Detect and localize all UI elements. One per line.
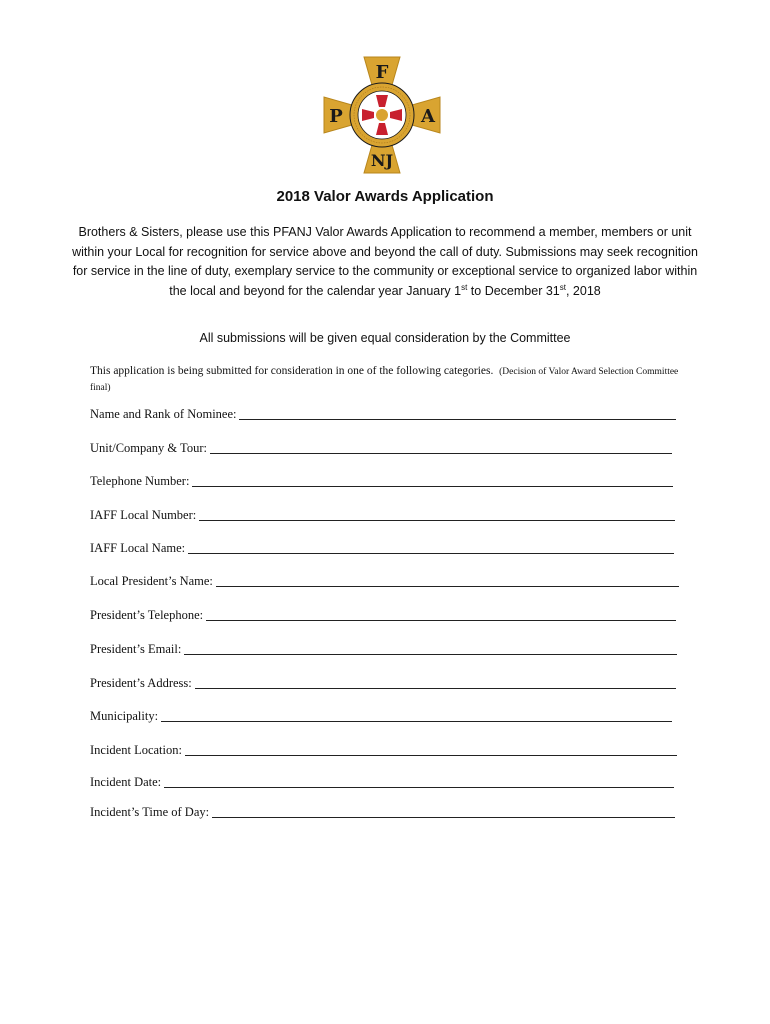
incident-time-of-day-field[interactable]: Incident’s Time of Day: — [90, 802, 675, 820]
president-address-field[interactable]: President’s Address: — [90, 673, 676, 691]
municipality-field[interactable]: Municipality: — [90, 706, 672, 724]
president-telephone-field[interactable]: President’s Telephone: — [90, 605, 676, 623]
president-email-field[interactable]: President’s Email: — [90, 639, 677, 657]
logo-letter-a: A — [421, 106, 435, 127]
iaff-local-name-field[interactable]: IAFF Local Name: — [90, 538, 674, 556]
logo-letter-f: F — [375, 62, 389, 83]
committee-decision-note: (Decision of Valor Award Selection Committee final) — [90, 367, 679, 393]
unit-company-tour-field[interactable]: Unit/Company & Tour: — [90, 438, 672, 456]
local-president-name-field[interactable]: Local President’s Name: — [90, 571, 679, 589]
iaff-local-number-field[interactable]: IAFF Local Number: — [90, 505, 675, 523]
incident-date-field[interactable]: Incident Date: — [90, 772, 674, 790]
intro-paragraph: Brothers & Sisters, please use this PFANJ Valor Awards Application to recommend a member, members or unit within your Local for recognition for service above and beyond the call of duty. Submissions may seek recognition for service in the line of duty, exemplary service to the community or exceptional service to organized labor within the local and beyond for the calendar year January 1st to December 31st, 2018 — [72, 225, 698, 298]
nominee-name-field[interactable]: Name and Rank of Nominee: — [90, 404, 676, 422]
logo-letter-nj: NJ — [370, 151, 394, 170]
logo-letter-p: P — [329, 106, 343, 127]
incident-location-field[interactable]: Incident Location: — [90, 740, 677, 758]
categories-instructions: This application is being submitted for consideration in one of the following categories. (Decision of Valor Award Selection Committee final) — [90, 365, 679, 393]
equal-consideration-note: All submissions will be given equal consideration by the Committee — [199, 331, 571, 345]
telephone-field[interactable]: Telephone Number: — [90, 471, 673, 489]
pfanj-logo — [322, 55, 442, 175]
page-title: 2018 Valor Awards Application — [276, 188, 494, 205]
